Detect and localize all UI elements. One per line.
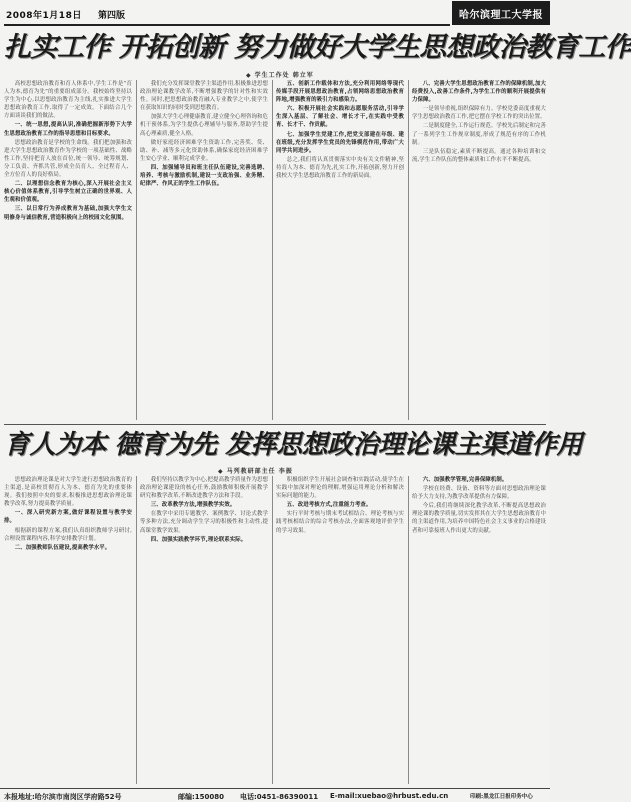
article-paragraph: 三、以日常行为养成教育为基础,加强大学生文明修身与诚信教育,营造积极向上的校园文化氛围。 [4, 206, 132, 221]
footer-phone: 电话:0451-86390011 [240, 793, 319, 801]
article-paragraph: 二是制度健全,工作运行规范。学校先后制定和完善了一系列学生工作规章制度,形成了规范有序的工作机制。 [412, 123, 546, 146]
issue-date: 2008年1月18日 [6, 11, 82, 21]
column-divider [408, 80, 409, 420]
article-paragraph: 三、改革教学方法,增强教学实效。 [150, 502, 236, 509]
newspaper-name: 哈尔滨理工大学报 [452, 1, 550, 25]
article1-column-3 [276, 80, 404, 420]
article-paragraph: 高校思想政治教育和育人体系中,学生工作是“育人为本,德育为先”的重要组成部分。我校始终坚持以学生为中心,以思想政治教育为主线,扎实推进大学生思想政治教育工作,取得了一定成效。下面结合几个方面谈谈我们的做法。 [4, 81, 132, 120]
footer-email: E-mail:xuebao@hrbust.edu.cn [330, 792, 449, 800]
column-divider [136, 80, 137, 420]
article-paragraph: 二、加强教师队伍建设,提高教学水平。 [14, 544, 111, 551]
column-divider [272, 80, 273, 420]
article2-column-3 [276, 476, 404, 784]
page-footer [0, 788, 550, 802]
column-divider [408, 476, 409, 784]
article-paragraph: 思想政治教育是学校的生命线。我们把加强和改进大学生思想政治教育作为学校的一项基础性、战略性工作,坚持把育人放在首位,统一领导、统筹规划、分工负责、齐抓共管,形成全员育人、全过程育人、全方位育人的良好格局。 [4, 139, 132, 179]
article-paragraph: 三是队伍稳定,素质不断提高。通过各种培训和交流,学生工作队伍的整体素质和工作水平不断提高。 [412, 148, 546, 163]
column-divider [136, 476, 137, 784]
footer-printer: 印刷:黑龙江日报印务中心 [470, 794, 533, 800]
article-paragraph: 六、积极开展社会实践和志愿服务活动,引导学生深入基层、了解社会、增长才干,在实践中受教育、长才干、作贡献。 [276, 106, 404, 129]
article-paragraph: 做好家庭经济困难学生资助工作,完善奖、贷、助、补、减等多元化资助体系,确保家庭经济困难学生安心学业、顺利完成学业。 [140, 139, 268, 162]
article-paragraph: 积极组织学生开展社会调查和实践活动,使学生在实践中加深对理论的理解,增强运用理论分析和解决实际问题的能力。 [276, 477, 404, 500]
article2-column-2 [140, 476, 268, 784]
article-paragraph: 我们坚持以教学为中心,把提高教学质量作为思想政治理论课建设的核心任务,鼓励教师积极开展教学研究和教学改革,不断改进教学方法和手段。 [140, 477, 268, 500]
article1-column-4 [412, 80, 546, 420]
article-paragraph: 根据新的课程方案,我们认真组织教师学习研讨,合理设置课程内容,科学安排教学计划。 [4, 527, 132, 542]
column-divider [272, 476, 273, 784]
article1-headline: 扎实工作 开拓创新 努力做好大学生思想政治教育工作 [4, 32, 631, 63]
article2-column-4 [412, 476, 546, 784]
article1-column-1 [4, 80, 132, 420]
article-paragraph: 六、加强教学管理,完善保障机制。 [422, 477, 508, 483]
article-paragraph: 七、加强学生党建工作,把党支部建在年级、建在班级,充分发挥学生党员的先锋模范作用,带动广大同学共同进步。 [276, 131, 404, 154]
article-paragraph: 学校在经费、设备、资料等方面对思想政治理论课给予大力支持,为教学改革提供有力保障。 [412, 486, 546, 501]
article2-headline: 育人为本 德育为先 发挥思想政治理论课主渠道作用 [4, 430, 583, 460]
article-paragraph: 二、以理想信念教育为核心,深入开展社会主义核心价值体系教育,引导学生树立正确的世界观、人生观和价值观。 [4, 181, 132, 204]
article1-column-2 [140, 80, 268, 420]
article-paragraph: 四、加强辅导员和班主任队伍建设,完善选聘、培养、考核与激励机制,建设一支政治强、业务精、纪律严、作风正的学生工作队伍。 [140, 164, 268, 188]
article-paragraph: 在教学中采用专题教学、案例教学、讨论式教学等多种方法,充分调动学生学习的积极性和主动性,提高课堂教学效果。 [140, 511, 268, 534]
page-number: 第四版 [98, 11, 126, 21]
article-paragraph: 一是领导重视,组织保障有力。学校党委高度重视大学生思想政治教育工作,把它摆在学校工作的突出位置。 [412, 106, 546, 121]
article-paragraph: 今后,我们将继续深化教学改革,不断提高思想政治理论课的教学质量,切实发挥其在大学生思想政治教育中的主渠道作用,为培养中国特色社会主义事业的合格建设者和可靠接班人作出更大的贡献。 [412, 503, 546, 534]
article-paragraph: 思想政治理论课是对大学生进行思想政治教育的主渠道,是高校贯彻育人为本、德育为先的重要体现。我们按照中央的要求,积极推进思想政治理论课教学改革,努力提高教学质量。 [4, 477, 132, 508]
article-paragraph: 一、深入研究新方案,做好课程设置与教学安排。 [4, 510, 132, 525]
footer-postcode: 邮编:150080 [178, 793, 225, 801]
article-paragraph: 总之,我们将认真贯彻落实中央有关文件精神,坚持育人为本、德育为先,扎实工作,开拓创新,努力开创我校大学生思想政治教育工作的新局面。 [276, 156, 404, 180]
section-rule [4, 424, 546, 425]
article-paragraph: 五、改进考核方式,注重能力考查。 [286, 502, 372, 509]
article-paragraph: 一、统一思想,提高认识,准确把握新形势下大学生思想政治教育工作的指导思想和目标要求。 [4, 122, 132, 137]
article2-column-1 [4, 476, 132, 784]
article2-byline: ◆ 马列教研部主任 李振 [218, 466, 293, 475]
article-paragraph: 四、加强实践教学环节,理论联系实际。 [150, 536, 247, 543]
article-paragraph: 八、完善大学生思想政治教育工作的保障机制,加大经费投入,改善工作条件,为学生工作的顺利开展提供有力保障。 [412, 81, 546, 104]
masthead-rule [4, 24, 450, 26]
article-paragraph: 实行平时考核与期末考试相结合、理论考核与实践考核相结合的综合考核办法,全面客观地评价学生的学习效果。 [276, 511, 404, 534]
footer-address: 本报地址:哈尔滨市南岗区学府路52号 [4, 793, 122, 801]
article1-byline: ◆ 学生工作处 韩立军 [246, 70, 314, 79]
article-paragraph: 加强大学生心理健康教育,建立健全心理咨询和危机干预体系,为学生提供心理辅导与服务,帮助学生提高心理素质,健全人格。 [140, 114, 268, 137]
article-paragraph: 我们充分发挥课堂教学主渠道作用,积极推进思想政治理论课教学改革,不断增强教学的针对性和实效性。同时,把思想政治教育融入专业教学之中,使学生在获取知识的同时受到思想教育。 [140, 81, 268, 112]
article-paragraph: 五、创新工作载体和方法,充分利用网络等现代传媒手段开展思想政治教育,占领网络思想政治教育阵地,增强教育的吸引力和感染力。 [276, 81, 404, 104]
masthead [0, 0, 550, 26]
